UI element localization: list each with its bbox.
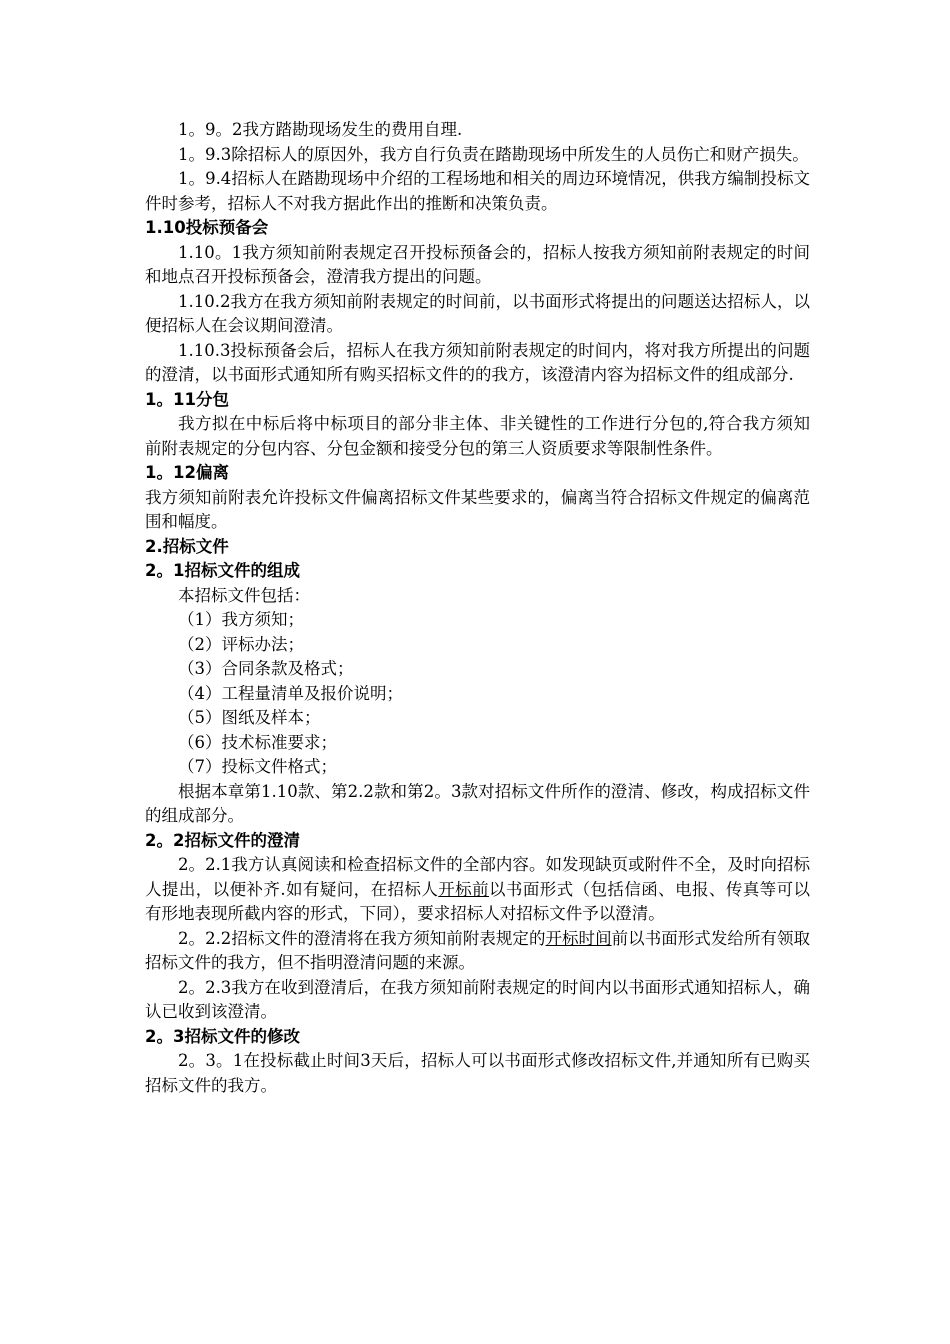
clause-2-1-end: 根据本章第1.10款、第2.2款和第2。3款对招标文件所作的澄清、修改，构成招标文件的组成部分。 bbox=[145, 781, 810, 825]
clause-2-2-2-text-b: 前以书面形式发给所有领取招标文件的我方，但不指明澄清问题的来源。 bbox=[145, 928, 810, 972]
list-item: （7）投标文件格式； bbox=[178, 757, 337, 776]
clause-1-10-3: 1.10.3投标预备会后，招标人在我方须知前附表规定的时间内，将对我方所提出的问题的澄清，以书面形式通知所有购买招标文件的的我方，该澄清内容为招标文件的组成部分. bbox=[145, 340, 810, 384]
heading-2-1: 2。1招标文件的组成 bbox=[145, 561, 300, 580]
clause-2-2-2 bbox=[145, 927, 810, 976]
heading-1-12: 1。12偏离 bbox=[145, 463, 229, 482]
clause-2-2-1 bbox=[145, 853, 810, 927]
heading-1-10: 1.10投标预备会 bbox=[145, 218, 269, 237]
clause-2-3-1: 2。3。1在投标截止时间3天后，招标人可以书面形式修改招标文件,并通知所有已购买招标文件的我方。 bbox=[145, 1051, 810, 1095]
clause-2-2-3: 2。2.3我方在收到澄清后，在我方须知前附表规定的时间内以书面形式通知招标人，确认已收到该澄清。 bbox=[145, 977, 810, 1021]
clause-2-2-1-text-a: 2。2.1我方认真阅读和检查招标文件的全部内容。如发现缺页或附件不全，及时向招标人提出，以便补齐.如有疑问，在招标人 bbox=[145, 855, 810, 899]
clause-1-11: 我方拟在中标后将中标项目的部分非主体、非关键性的工作进行分包的,符合我方须知前附表规定的分包内容、分包金额和接受分包的第三人资质要求等限制性条件。 bbox=[145, 414, 810, 458]
document-body bbox=[145, 118, 810, 1098]
clause-2-1-intro: 本招标文件包括： bbox=[178, 585, 310, 605]
list-item: （5）图纸及样本； bbox=[178, 708, 321, 727]
list-item: （1）我方须知； bbox=[178, 610, 304, 629]
list-item: （3）合同条款及格式； bbox=[178, 659, 354, 678]
list-item: （2）评标办法； bbox=[178, 634, 304, 654]
heading-2-2: 2。2招标文件的澄清 bbox=[145, 830, 300, 850]
clause-1-10-2: 1.10.2我方在我方须知前附表规定的时间前，以书面形式将提出的问题送达招标人，以便招标人在会议期间澄清。 bbox=[145, 291, 810, 335]
heading-1-11: 1。11分包 bbox=[145, 389, 229, 409]
underlined-term-kaibiaoqian: 开标前 bbox=[438, 879, 489, 899]
clause-1-12: 我方须知前附表允许投标文件偏离招标文件某些要求的，偏离当符合招标文件规定的偏离范围和幅度。 bbox=[145, 487, 810, 531]
clause-1-9-3: 1。9.3除招标人的原因外，我方自行负责在踏勘现场中所发生的人员伤亡和财产损失。 bbox=[178, 144, 809, 164]
underlined-term-kaibiaoshijian: 开标时间 bbox=[545, 928, 612, 948]
list-item: （6）技术标准要求； bbox=[178, 732, 337, 752]
clause-2-2-1-text-b: 以书面形式（包括信函、电报、传真等可以有形地表现所截内容的形式，下同），要求招标人对招标文件予以澄清。 bbox=[145, 879, 811, 923]
heading-2: 2.招标文件 bbox=[145, 536, 229, 556]
clause-2-2-2-text-a: 2。2.2招标文件的澄清将在我方须知前附表规定的 bbox=[178, 928, 546, 948]
clause-1-9-4: 1。9.4招标人在踏勘现场中介绍的工程场地和相关的周边环境情况，供我方编制投标文件时参考，招标人不对我方据此作出的推断和决策负责。 bbox=[145, 169, 810, 213]
clause-1-10-1: 1.10。1我方须知前附表规定召开投标预备会的，招标人按我方须知前附表规定的时间和地点召开投标预备会，澄清我方提出的问题。 bbox=[145, 242, 810, 286]
clause-1-9-2: 1。9。2我方踏勘现场发生的费用自理. bbox=[178, 120, 463, 139]
heading-2-3: 2。3招标文件的修改 bbox=[145, 1026, 300, 1046]
list-item: （4）工程量清单及报价说明； bbox=[178, 683, 403, 703]
